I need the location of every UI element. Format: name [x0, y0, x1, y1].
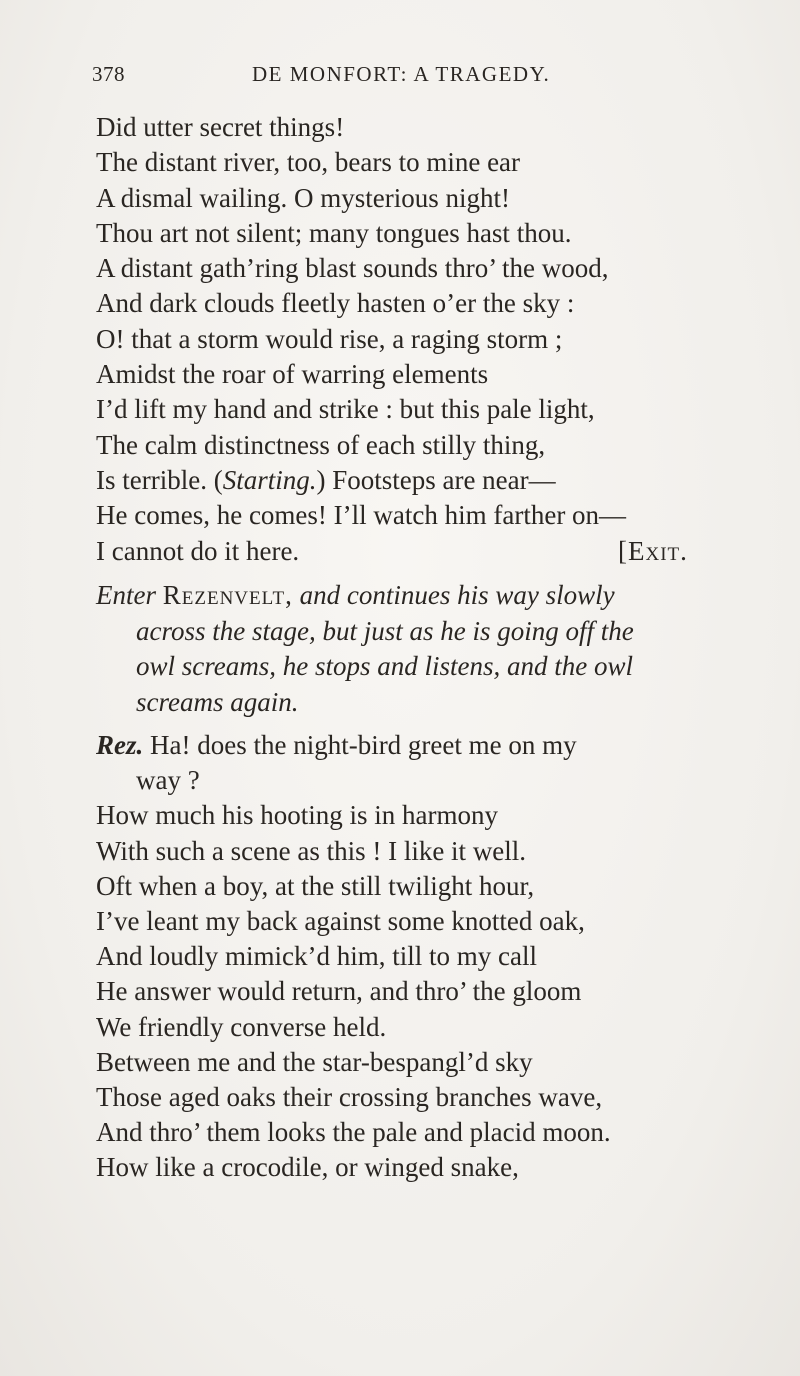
speech-text: Ha! does the night-bird greet me on my	[143, 730, 577, 760]
exit-direction: [Exit.	[618, 535, 688, 566]
running-title: DE MONFORT: A TRAGEDY.	[252, 62, 551, 86]
verse-line: Amidst the roar of warring elements	[96, 359, 489, 390]
verse-line: The calm distinctness of each stilly thing,	[96, 429, 546, 460]
stage-enter: Enter	[96, 580, 156, 610]
verse-line: I’d lift my hand and strike : but this pale light,	[96, 394, 595, 425]
stage-line: screams again.	[136, 686, 299, 717]
verse-text: ) Footsteps are near—	[316, 464, 556, 495]
verse-line: A dismal wailing. O mysterious night!	[96, 182, 510, 213]
speech-line: Oft when a boy, at the still twilight hour,	[96, 870, 535, 901]
speech-continuation: way ?	[136, 765, 200, 796]
speech-line: And thro’ them looks the pale and placid moon.	[96, 1117, 611, 1148]
verse-line: Thou art not silent; many tongues hast thou.	[96, 217, 572, 248]
speech-line: We friendly converse held.	[96, 1011, 387, 1042]
speech-line: How like a crocodile, or winged snake,	[96, 1152, 519, 1183]
verse-block	[96, 110, 736, 569]
page-header	[92, 62, 692, 98]
speech-block	[96, 728, 736, 1185]
speech-line: He answer would return, and thro’ the gloom	[96, 976, 582, 1007]
stage-line: owl screams, he stops and listens, and the owl	[136, 651, 633, 681]
verse-line: O! that a storm would rise, a raging storm ;	[96, 323, 563, 354]
stage-line: across the stage, but just as he is going off the	[136, 615, 634, 646]
verse-line: He comes, he comes! I’ll watch him farther on—	[96, 500, 627, 531]
verse-text: Is terrible. (	[96, 464, 223, 495]
verse-line-starting	[96, 463, 736, 498]
stage-direction	[96, 578, 736, 720]
speech-line: I’ve leant my back against some knotted oak,	[96, 905, 585, 936]
verse-line: And dark clouds fleetly hasten o’er the sky :	[96, 288, 575, 319]
stage-text: and continues his way slowly	[292, 580, 615, 610]
verse-line: Did utter secret things!	[96, 112, 345, 142]
speech-line: With such a scene as this ! I like it well.	[96, 835, 527, 866]
verse-line: A distant gath’ring blast sounds thro’ the wood,	[96, 253, 609, 284]
character-name: Rezenvelt,	[162, 580, 293, 610]
page-number: 378	[92, 62, 125, 86]
speech-first-line	[96, 728, 736, 763]
speech-line: And loudly mimick’d him, till to my call	[96, 941, 537, 972]
verse-text: I cannot do it here.	[96, 535, 300, 566]
speech-line: Those aged oaks their crossing branches wave,	[96, 1081, 603, 1112]
verse-line: The distant river, too, bears to mine ear	[96, 147, 521, 178]
stage-line	[96, 578, 736, 614]
verse-line-exit	[96, 534, 736, 569]
speaker-name: Rez.	[96, 730, 144, 760]
stage-direction-starting: Starting.	[222, 464, 317, 495]
speech-line: Between me and the star-bespangl’d sky	[96, 1046, 533, 1077]
speech-line: How much his hooting is in harmony	[96, 800, 498, 831]
